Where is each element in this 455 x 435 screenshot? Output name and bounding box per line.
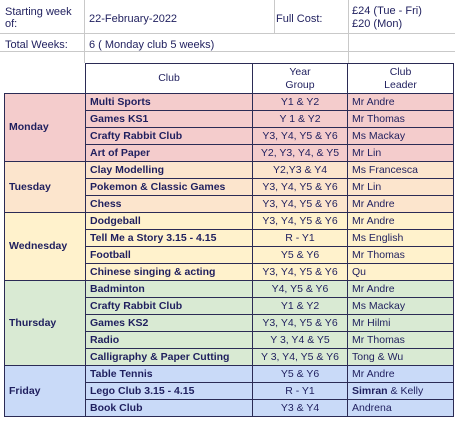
year-group: Y2,Y3 & Y4 xyxy=(253,162,348,179)
club-leader-header-line1: Club xyxy=(389,65,412,78)
full-cost-line1: £24 (Tue - Fri) xyxy=(352,5,422,17)
club-name: Multi Sports xyxy=(86,94,253,111)
club-leader: Tong & Wu xyxy=(348,349,454,366)
clubs-schedule-table xyxy=(4,63,454,417)
club-leader: Mr Thomas xyxy=(348,332,454,349)
year-group: Y 1 & Y2 xyxy=(253,111,348,128)
club-name: Art of Paper xyxy=(86,145,253,162)
club-column-header: Club xyxy=(86,64,253,94)
table-row xyxy=(5,162,454,179)
table-row xyxy=(5,94,454,111)
day-monday: Monday xyxy=(5,94,86,162)
gridline xyxy=(84,0,85,63)
club-name: Games KS2 xyxy=(86,315,253,332)
gridline xyxy=(0,51,455,52)
club-leader: Ms English xyxy=(348,230,454,247)
club-name: Clay Modelling xyxy=(86,162,253,179)
club-name: Crafty Rabbit Club xyxy=(86,298,253,315)
club-leader-secondary: & Kelly xyxy=(387,384,424,397)
club-leader: Ms Mackay xyxy=(348,298,454,315)
club-leader xyxy=(348,383,454,400)
club-name: Tell Me a Story 3.15 - 4.15 xyxy=(86,230,253,247)
year-group: Y2, Y3, Y4, & Y5 xyxy=(253,145,348,162)
club-leader: Mr Lin xyxy=(348,145,454,162)
club-name: Lego Club 3.15 - 4.15 xyxy=(86,383,253,400)
club-name: Pokemon & Classic Games xyxy=(86,179,253,196)
club-leader: Mr Andre xyxy=(348,213,454,230)
full-cost-label: Full Cost: xyxy=(276,13,323,25)
day-thursday: Thursday xyxy=(5,281,86,366)
club-name: Chess xyxy=(86,196,253,213)
day-column-header xyxy=(5,64,86,94)
year-group: Y1 & Y2 xyxy=(253,298,348,315)
club-name: Football xyxy=(86,247,253,264)
year-group: Y3, Y4, Y5 & Y6 xyxy=(253,264,348,281)
club-name: Calligraphy & Paper Cutting xyxy=(86,349,253,366)
club-leader: Mr Andre xyxy=(348,94,454,111)
gridline xyxy=(0,33,455,34)
year-group: Y3, Y4, Y5 & Y6 xyxy=(253,179,348,196)
total-weeks-label: Total Weeks: xyxy=(5,39,68,51)
club-leader: Mr Andre xyxy=(348,281,454,298)
club-leader: Mr Andre xyxy=(348,196,454,213)
club-leader: Mr Thomas xyxy=(348,111,454,128)
club-leader: Ms Mackay xyxy=(348,128,454,145)
year-group: Y3, Y4, Y5 & Y6 xyxy=(253,315,348,332)
starting-week-label: Starting week of: xyxy=(5,6,72,30)
club-name: Badminton xyxy=(86,281,253,298)
day-tuesday: Tuesday xyxy=(5,162,86,213)
club-leader-primary: Simran xyxy=(352,384,388,397)
club-leader: Mr Lin xyxy=(348,179,454,196)
day-friday: Friday xyxy=(5,366,86,417)
year-group: Y1 & Y2 xyxy=(253,94,348,111)
club-leader: Mr Hilmi xyxy=(348,315,454,332)
club-leader: Mr Andre xyxy=(348,366,454,383)
year-group: Y3, Y4, Y5 & Y6 xyxy=(253,128,348,145)
club-name: Book Club xyxy=(86,400,253,417)
gridline xyxy=(348,0,349,63)
club-name: Table Tennis xyxy=(86,366,253,383)
table-row xyxy=(5,366,454,383)
year-group-header-line2: Group xyxy=(285,78,315,91)
club-name: Radio xyxy=(86,332,253,349)
table-header-row xyxy=(5,64,454,94)
starting-week-value: 22-February-2022 xyxy=(89,13,178,25)
total-weeks-value: 6 ( Monday club 5 weeks) xyxy=(89,39,215,51)
club-name: Crafty Rabbit Club xyxy=(86,128,253,145)
year-group-header-line1: Year xyxy=(289,65,311,78)
year-group: Y3, Y4, Y5 & Y6 xyxy=(253,196,348,213)
club-leader: Mr Thomas xyxy=(348,247,454,264)
year-group: R - Y1 xyxy=(253,230,348,247)
year-group: Y 3, Y4, Y5 & Y6 xyxy=(253,349,348,366)
club-name: Dodgeball xyxy=(86,213,253,230)
club-leader: Andrena xyxy=(348,400,454,417)
table-row xyxy=(5,213,454,230)
year-group: Y 3, Y4 & Y5 xyxy=(253,332,348,349)
year-group: Y4, Y5 & Y6 xyxy=(253,281,348,298)
club-name: Chinese singing & acting xyxy=(86,264,253,281)
gridline xyxy=(274,0,275,33)
year-group-column-header xyxy=(253,64,348,94)
club-leader-column-header xyxy=(348,64,454,94)
club-leader: Ms Francesca xyxy=(348,162,454,179)
year-group: Y5 & Y6 xyxy=(253,366,348,383)
year-group: R - Y1 xyxy=(253,383,348,400)
club-leader-header-line2: Leader xyxy=(384,78,417,91)
year-group: Y3, Y4, Y5 & Y6 xyxy=(253,213,348,230)
table-row xyxy=(5,281,454,298)
club-leader: Qu xyxy=(348,264,454,281)
year-group: Y5 & Y6 xyxy=(253,247,348,264)
day-wednesday: Wednesday xyxy=(5,213,86,281)
club-name: Games KS1 xyxy=(86,111,253,128)
year-group: Y3 & Y4 xyxy=(253,400,348,417)
full-cost-line2: £20 (Mon) xyxy=(352,18,403,30)
